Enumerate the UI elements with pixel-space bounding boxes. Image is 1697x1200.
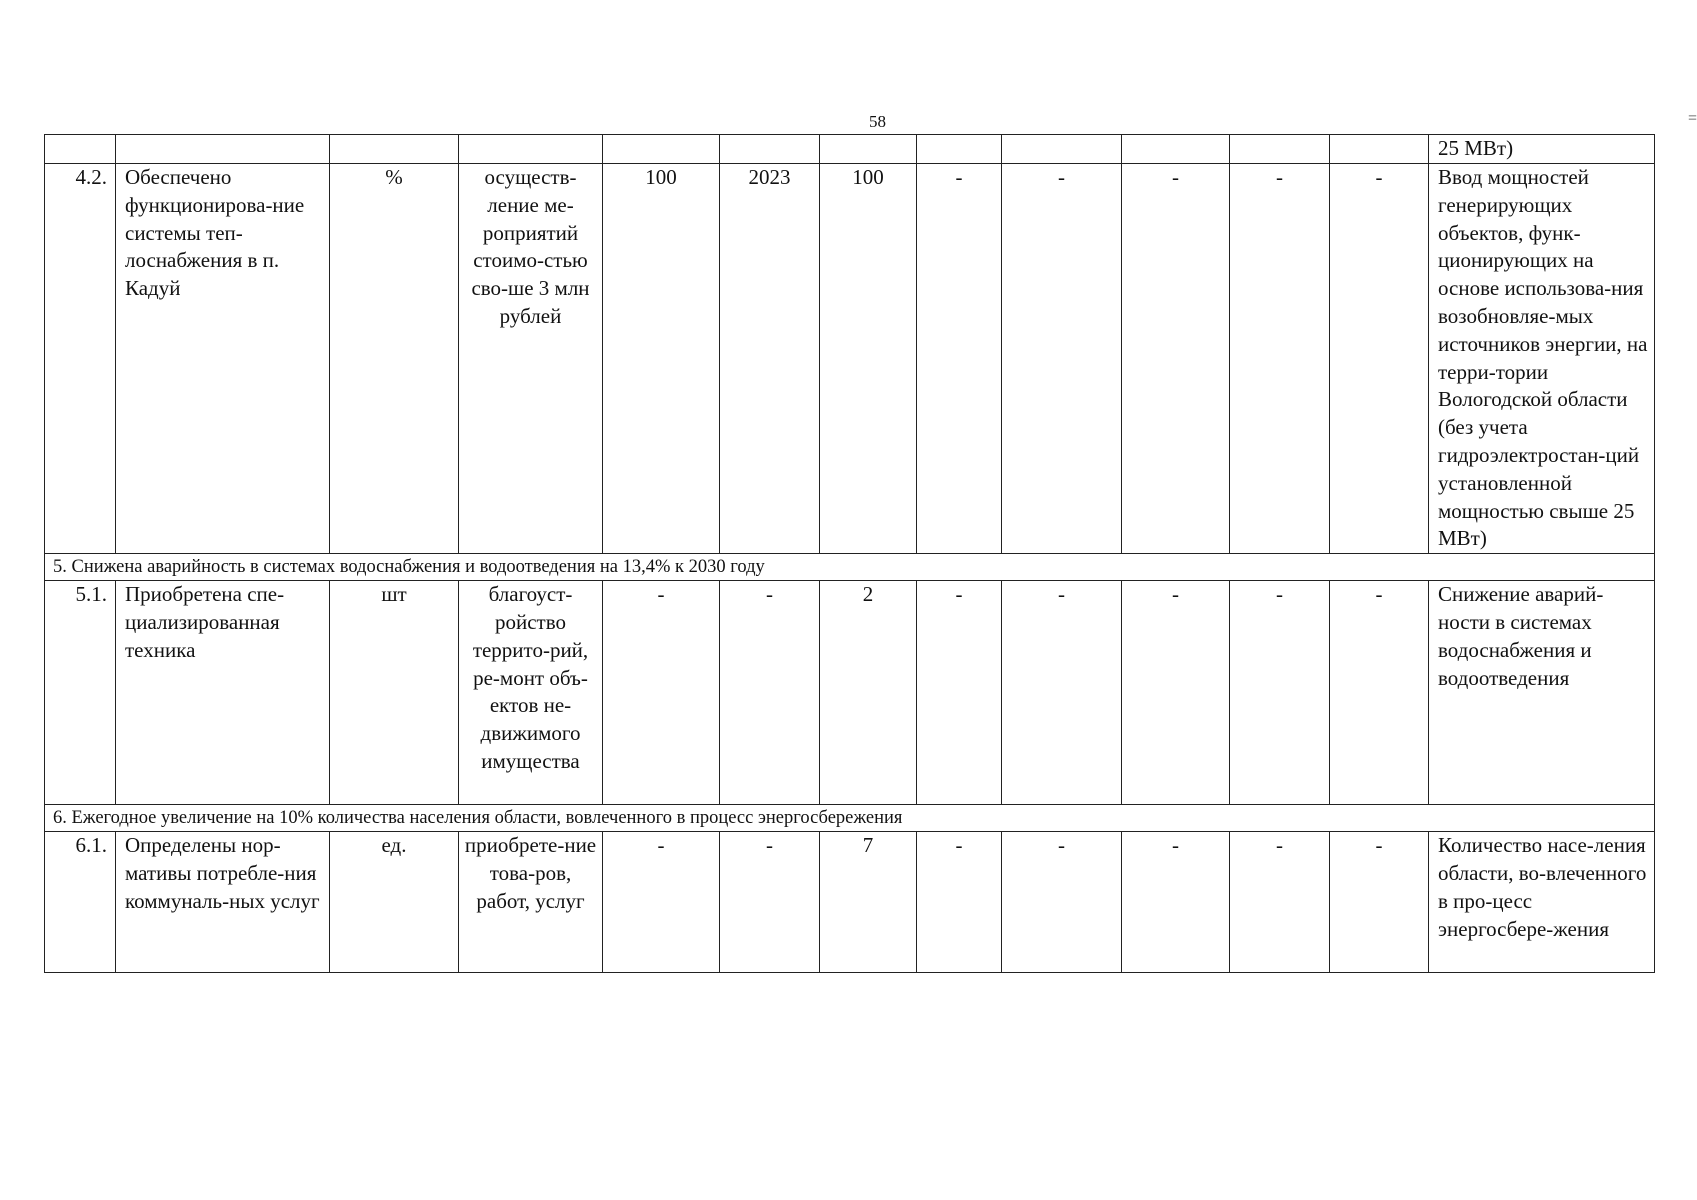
event-type-cell: благоуст-ройство террито-рий, ре-монт объ-ектов не-движимого имущества — [459, 581, 603, 805]
value-cell: - — [917, 832, 1002, 973]
unit-cell: ед. — [330, 832, 459, 973]
value-cell: - — [720, 832, 820, 973]
result-cell: Определены нор-мативы потребле-ния коммуналь-ных услуг — [116, 832, 330, 973]
table-row — [45, 164, 1655, 554]
section-title: 6. Ежегодное увеличение на 10% количества населения области, вовлеченного в процесс энергосбережения — [45, 805, 1655, 832]
event-type-cell: приобрете-ние това-ров, работ, услуг — [459, 832, 603, 973]
indicators-table — [44, 134, 1655, 973]
section-row — [45, 554, 1655, 581]
result-cell: Обеспечено функционирова-ние системы теп-лоснабжения в п. Кадуй — [116, 164, 330, 554]
value-cell: - — [603, 832, 720, 973]
value-cell: 100 — [820, 164, 917, 554]
value-cell: - — [1002, 832, 1122, 973]
value-cell: - — [1002, 164, 1122, 554]
value-cell: - — [1230, 581, 1330, 805]
value-cell: - — [1122, 832, 1230, 973]
note-cell: Ввод мощностей генерирующих объектов, функ-ционирующих на основе использова-ния возобновляе-мых источников энергии, на терри-тории Вологодской области (без учета гидроэлектростан-ций установленной мощностью свыше 25 МВт) — [1429, 164, 1655, 554]
page-number: 58 — [869, 112, 886, 131]
unit-cell: шт — [330, 581, 459, 805]
table-row — [45, 832, 1655, 973]
result-cell: Приобретена спе-циализированная техника — [116, 581, 330, 805]
continuation-note: 25 МВт) — [1429, 135, 1655, 164]
value-cell: 2 — [820, 581, 917, 805]
edge-mark: = — [1688, 110, 1697, 127]
value-cell: - — [1230, 164, 1330, 554]
value-cell: - — [1122, 581, 1230, 805]
table-row — [45, 135, 1655, 164]
row-number: 4.2. — [45, 164, 116, 554]
value-cell: - — [917, 164, 1002, 554]
value-cell: - — [1330, 164, 1429, 554]
row-number: 5.1. — [45, 581, 116, 805]
event-type-cell: осуществ-ление ме-роприятий стоимо-стью сво-ше 3 млн рублей — [459, 164, 603, 554]
value-cell: - — [1122, 164, 1230, 554]
value-cell: - — [720, 581, 820, 805]
value-cell: - — [603, 581, 720, 805]
note-cell: Количество насе-ления области, во-влеченного в про-цесс энергосбере-жения — [1429, 832, 1655, 973]
note-cell: Снижение аварий-ности в системах водоснабжения и водоотведения — [1429, 581, 1655, 805]
value-cell: - — [1330, 832, 1429, 973]
value-cell: - — [1330, 581, 1429, 805]
value-cell: 2023 — [720, 164, 820, 554]
value-cell: - — [1002, 581, 1122, 805]
value-cell: 100 — [603, 164, 720, 554]
value-cell: - — [1230, 832, 1330, 973]
table-row — [45, 581, 1655, 805]
section-row — [45, 805, 1655, 832]
value-cell: - — [917, 581, 1002, 805]
section-title: 5. Снижена аварийность в системах водоснабжения и водоотведения на 13,4% к 2030 году — [45, 554, 1655, 581]
row-number: 6.1. — [45, 832, 116, 973]
value-cell: 7 — [820, 832, 917, 973]
unit-cell: % — [330, 164, 459, 554]
